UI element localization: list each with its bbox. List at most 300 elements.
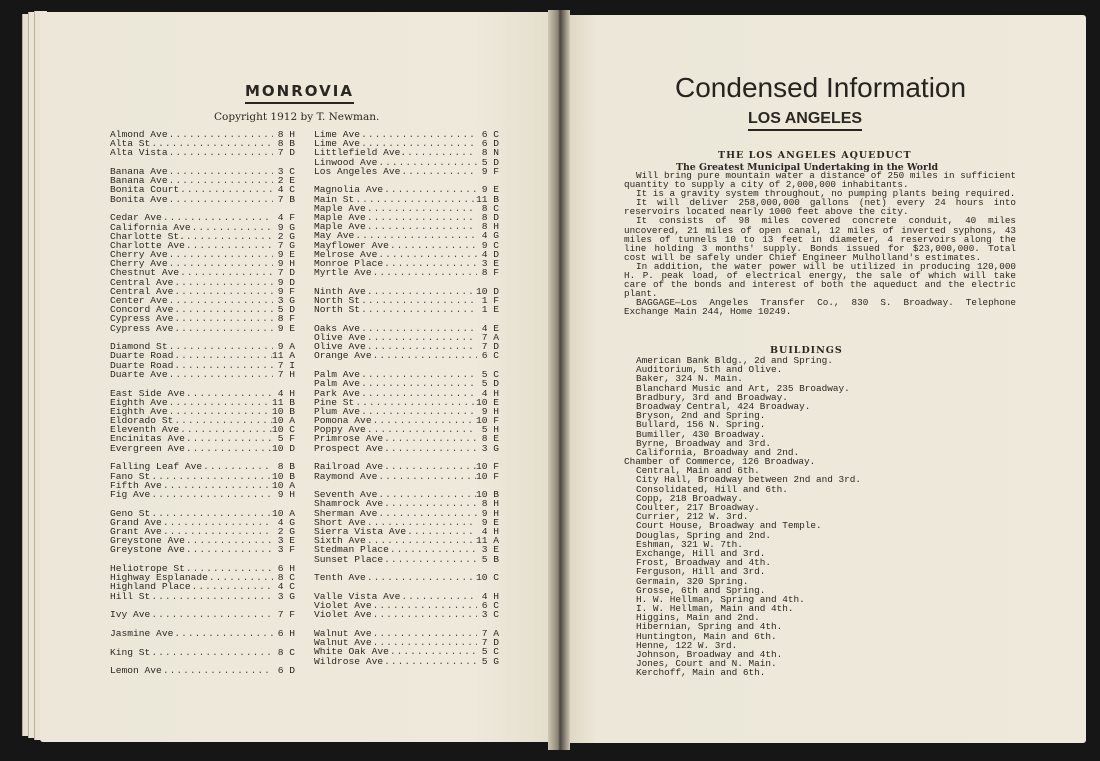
grid-reference: 11 B (475, 193, 499, 205)
building-entry: Bryson, 2nd and Spring. (636, 410, 766, 422)
leader-dots (173, 314, 273, 323)
building-entry: Hibernian, Spring and 4th. (636, 621, 783, 633)
grid-reference: 5 B (481, 553, 499, 565)
grid-reference: 9 G (277, 221, 295, 233)
building-entry: I. W. Hellman, Main and 4th. (636, 603, 794, 615)
paragraph: In addition, the water power will be utilized in producing 120,000 H. P. peak load, of electrical energy, the sale of which will take care of the bonds and interest of both the aqueduct and the electric plant. (624, 260, 1016, 300)
street-entry (314, 167, 499, 176)
grid-reference: 4 F (277, 212, 295, 224)
street-name: Orange Ave (314, 350, 372, 362)
building-entry: Central, Main and 6th. (636, 465, 760, 477)
grid-reference: 4 D (481, 248, 499, 260)
leader-dots (383, 462, 476, 471)
grid-reference: 7 D (481, 637, 499, 649)
street-name: Central Ave (110, 276, 174, 288)
leader-dots (360, 389, 477, 398)
leader-dots (406, 148, 477, 157)
street-entry (110, 324, 295, 333)
grid-reference: 10 B (271, 470, 295, 482)
grid-reference: 5 C (481, 646, 499, 658)
grid-reference: 10 E (475, 396, 499, 408)
leader-dots (173, 305, 273, 314)
grid-reference: 3 G (277, 295, 295, 306)
street-name: Cypress Ave (110, 322, 174, 334)
street-name: Hill St (110, 590, 151, 602)
grid-reference: 8 F (481, 267, 499, 279)
city-heading: LOS ANGELES (748, 110, 862, 131)
grid-reference: 4 G (277, 516, 295, 528)
grid-reference: 11 A (271, 350, 295, 362)
building-entry: City Hall, Broadway between 2nd and 3rd. (636, 474, 862, 486)
street-name: Lime Ave (314, 129, 361, 140)
building-entry: Baker, 324 N. Main. (636, 373, 743, 385)
street-name: Fano St (110, 470, 151, 482)
building-entry: Huntington, Main and 6th. (636, 630, 777, 642)
grid-reference: 11 B (271, 396, 295, 408)
street-entry (110, 545, 295, 554)
grid-reference: 4 H (481, 525, 499, 537)
grid-reference: 2 G (277, 525, 295, 537)
leader-dots (377, 472, 476, 481)
leader-dots (162, 518, 273, 527)
grid-reference: 9 H (277, 488, 295, 500)
grid-reference: 9 C (481, 239, 499, 251)
street-entry (314, 268, 499, 277)
street-entry (314, 305, 499, 314)
street-name: Diamond St (110, 341, 168, 353)
street-name: Pine St (314, 396, 355, 408)
grid-reference: 9 E (277, 322, 295, 334)
street-name: Encinitas Ave (110, 433, 185, 445)
leader-dots (366, 213, 477, 222)
street-name: Almond Ave (110, 129, 168, 140)
leader-dots (162, 666, 273, 675)
grid-reference: 10 A (271, 415, 295, 427)
grid-reference: 6 C (481, 129, 499, 140)
grid-reference: 4 H (277, 387, 295, 399)
grid-reference: 10 F (475, 470, 499, 482)
grid-reference: 3 E (277, 535, 295, 547)
street-name: Maple Ave (314, 202, 366, 214)
grid-reference: 8 N (481, 147, 499, 159)
building-entry: Grosse, 6th and Spring. (636, 584, 766, 596)
leader-dots (168, 250, 273, 259)
grid-reference: 10 F (475, 461, 499, 473)
street-name: Sherman Ave (314, 507, 378, 519)
leader-dots (372, 351, 477, 360)
leader-dots (185, 241, 273, 250)
grid-reference: 8 E (481, 433, 499, 445)
street-name: Falling Leaf Ave (110, 461, 203, 473)
street-name: Eleventh Ave (110, 424, 180, 436)
street-entry (110, 648, 295, 657)
street-name: Pomona Ave (314, 415, 372, 427)
grid-reference: 8 H (481, 221, 499, 233)
leader-dots (168, 370, 273, 379)
leader-dots (168, 398, 272, 407)
leader-dots (168, 130, 273, 139)
street-name: Center Ave (110, 295, 168, 306)
grid-reference: 8 C (277, 646, 295, 658)
grid-reference: 9 H (481, 507, 499, 519)
grid-reference: 5 D (277, 304, 295, 316)
building-entry: Bullard, 156 N. Spring. (636, 419, 766, 431)
leader-dots (372, 416, 476, 425)
leader-dots (360, 370, 477, 379)
street-entry (110, 610, 295, 619)
grid-reference: 4 G (481, 230, 499, 242)
grid-reference: 3 E (481, 257, 499, 269)
leader-dots (360, 130, 477, 139)
leader-dots (372, 610, 477, 619)
building-entry: Jones, Court and N. Main. (636, 658, 777, 670)
leader-dots (173, 361, 273, 370)
grid-reference: 10 C (271, 424, 295, 436)
grid-reference: 1 F (481, 295, 499, 306)
leader-dots (173, 287, 273, 296)
street-name: North St (314, 304, 361, 316)
street-name: Plum Ave (314, 405, 361, 417)
leader-dots (168, 195, 273, 204)
street-name: Eighth Ave (110, 396, 168, 408)
grid-reference: 1 E (481, 304, 499, 316)
grid-reference: 9 D (277, 276, 295, 288)
street-name: Cherry Ave (110, 258, 168, 270)
street-name: Los Angeles Ave (314, 165, 401, 177)
street-entry (110, 666, 295, 675)
leader-dots (150, 509, 272, 518)
building-entry: Blanchard Music and Art, 235 Broadway. (636, 382, 850, 394)
street-name: May Ave (314, 230, 355, 242)
building-entry: Coulter, 217 Broadway. (636, 502, 760, 513)
leader-dots (366, 204, 477, 213)
street-entry (110, 370, 295, 379)
paragraph: It is a gravity system throughout, no pumping plants being required. (636, 188, 1016, 200)
leader-dots (372, 268, 477, 277)
grid-reference: 2 E (277, 175, 295, 187)
leader-dots (150, 490, 273, 499)
grid-reference: 8 D (481, 212, 499, 223)
grid-reference: 6 D (277, 665, 295, 677)
grid-reference: 5 D (481, 156, 499, 168)
paragraph: BAGGAGE—Los Angeles Transfer Co., 830 S. Broadway. Telephone Exchange Main 244, Home 10249. (624, 297, 1016, 318)
leader-dots (150, 648, 273, 657)
grid-reference: 4 C (277, 581, 295, 593)
building-entry: Bradbury, 3rd and Broadway. (636, 391, 788, 403)
street-name: Monroe Place (314, 257, 384, 269)
building-entry: Ferguson, Hill and 3rd. (636, 566, 766, 578)
street-name: Banana Ave (110, 166, 168, 178)
grid-reference: 3 C (277, 166, 295, 178)
grid-reference: 8 B (277, 138, 295, 150)
grid-reference: 10 C (475, 572, 499, 584)
street-entry (314, 444, 499, 453)
grid-reference: 9 E (481, 184, 499, 196)
leader-dots (191, 223, 273, 232)
grid-reference: 10 A (271, 507, 295, 519)
paragraph: It will deliver 258,000,000 gallons (net) every 24 hours into reservoirs located nearly 1000 feet above the city. (624, 197, 1016, 218)
leader-dots (383, 499, 477, 508)
aqueduct-subheading: The Greatest Municipal Undertaking in the World (676, 162, 939, 173)
leader-dots (377, 509, 477, 518)
grid-reference: 3 C (481, 609, 499, 621)
grid-reference: 6 H (277, 627, 295, 639)
leader-dots (162, 481, 272, 490)
street-name: Short Ave (314, 516, 366, 528)
section-title: Condensed Information (675, 72, 967, 103)
building-entry: California, Broadway and 2nd. (636, 446, 800, 458)
leader-dots (383, 657, 477, 666)
leader-dots (360, 379, 477, 388)
aqueduct-text (624, 171, 1016, 317)
grid-reference: 5 D (481, 378, 499, 390)
street-name: Concord Ave (110, 304, 174, 316)
grid-reference: 7 B (277, 193, 295, 205)
leader-dots (383, 185, 477, 194)
street-name: Oaks Ave (314, 322, 361, 334)
leader-dots (168, 167, 273, 176)
leader-dots (366, 222, 477, 231)
street-name: Park Ave (314, 387, 361, 399)
street-name: Mayflower Ave (314, 239, 389, 251)
leader-dots (179, 185, 273, 194)
grid-reference: 8 C (277, 572, 295, 584)
grid-reference: 4 E (481, 322, 499, 334)
leader-dots (173, 351, 272, 360)
street-name: Ninth Ave (314, 285, 366, 297)
street-index-column-1 (110, 130, 295, 676)
building-entry: Copp, 218 Broadway. (636, 492, 743, 504)
leader-dots (191, 582, 273, 591)
leader-dots (360, 305, 477, 314)
grid-reference: 9 E (481, 516, 499, 528)
grid-reference: 8 B (277, 461, 295, 473)
grid-reference: 9 H (277, 258, 295, 270)
leader-dots (185, 536, 273, 545)
leader-dots (406, 527, 477, 536)
leader-dots (366, 342, 477, 351)
building-entry: H. W. Hellman, Spring and 4th. (636, 593, 805, 605)
street-name: Fifth Ave (110, 479, 162, 491)
grid-reference: 11 A (475, 535, 499, 547)
street-name: Palm Ave (314, 369, 361, 381)
grid-reference: 9 F (277, 285, 295, 297)
paragraph: It consists of 98 miles covered concrete conduit, 40 miles uncovered, 21 miles of open canal, 12 miles of inverted syphons, 43 miles of tunnels 10 to 13 feet in diameter, 4 reservoirs along the line holding 3 months' supply. Bonds issued for $23,000,000. Total cost will be safely under Chief Engineer Mulholland's estimates. (624, 215, 1016, 263)
street-name: Highway Esplanade (110, 572, 208, 584)
street-name: Tenth Ave (314, 572, 366, 584)
street-entry (314, 555, 499, 564)
street-entry (110, 444, 295, 453)
leader-dots (383, 555, 477, 564)
grid-reference: 3 G (277, 590, 295, 602)
building-entry: Exchange, Hill and 3rd. (636, 547, 766, 559)
street-name: Highland Place (110, 581, 191, 593)
street-name: Olive Ave (314, 332, 366, 344)
leader-dots (185, 545, 273, 554)
buildings-list (624, 356, 1016, 678)
building-entry: Higgins, Main and 2nd. (636, 612, 760, 624)
leader-dots (168, 296, 273, 305)
street-entry (314, 610, 499, 619)
leader-dots (150, 610, 273, 619)
building-entry: Germain, 320 Spring. (636, 575, 749, 587)
grid-reference: 9 F (481, 165, 499, 177)
grid-reference: 8 F (277, 313, 295, 325)
street-name: Ivy Ave (110, 609, 151, 621)
building-entry: Consolidated, Hill and 6th. (636, 483, 788, 495)
grid-reference: 9 H (481, 405, 499, 417)
street-name: Banana Ave (110, 175, 168, 187)
grid-reference: 7 H (277, 368, 295, 380)
building-entry: Kerchoff, Main and 6th. (636, 667, 766, 679)
paragraph: Will bring pure mountain water a distance of 250 miles in sufficient quantity to supply a city of 2,000,000 inhabitants. (624, 170, 1016, 191)
leader-dots (366, 333, 477, 342)
grid-reference: 4 H (481, 387, 499, 399)
street-name: Violet Ave (314, 609, 372, 621)
leader-dots (377, 490, 476, 499)
leader-dots (202, 462, 273, 471)
leader-dots (150, 139, 273, 148)
street-name: Evergreen Ave (110, 442, 185, 454)
grid-reference: 7 D (277, 147, 295, 159)
grid-reference: 10 D (271, 442, 295, 454)
street-name: California Ave (110, 221, 191, 233)
leader-dots (185, 434, 273, 443)
grid-reference: 7 A (481, 627, 499, 639)
street-name: Fig Ave (110, 488, 151, 500)
street-name: Eighth Ave (110, 405, 168, 417)
grid-reference: 7 D (277, 267, 295, 279)
leader-dots (208, 573, 273, 582)
street-name: Melrose Ave (314, 248, 378, 260)
street-name: Lime Ave (314, 138, 361, 150)
street-name: Jasmine Ave (110, 627, 174, 639)
street-name: Olive Ave (314, 341, 366, 353)
street-name: Myrtle Ave (314, 267, 372, 279)
leader-dots (185, 389, 273, 398)
building-entry: Douglas, Spring and 2nd. (636, 529, 772, 541)
building-entry: Byrne, Broadway and 3rd. (636, 437, 772, 449)
grid-reference: 7 G (277, 239, 295, 251)
grid-reference: 5 C (481, 369, 499, 381)
grid-reference: 3 E (481, 544, 499, 556)
street-name: Railroad Ave (314, 461, 384, 473)
grid-reference: 6 H (277, 563, 295, 574)
leader-dots (150, 472, 272, 481)
street-name: Main St (314, 193, 355, 205)
building-entry: Frost, Broadway and 4th. (636, 557, 772, 569)
street-name: Eldorado St (110, 415, 174, 427)
street-name: Wildrose Ave (314, 655, 384, 667)
leader-dots (185, 232, 273, 241)
street-name: Lemon Ave (110, 665, 162, 677)
buildings-heading: BUILDINGS (770, 345, 843, 356)
grid-reference: 4 H (481, 590, 499, 602)
street-entry (314, 472, 499, 481)
street-name: Duarte Road (110, 359, 174, 371)
street-name: Charlotte St. (110, 230, 185, 242)
leader-dots (389, 647, 477, 656)
street-name: Violet Ave (314, 600, 372, 612)
street-name: Heliotrope St (110, 563, 185, 574)
street-name: Alta St (110, 138, 151, 150)
street-entry (314, 657, 499, 666)
building-entry: American Bank Bldg., 2d and Spring. (636, 355, 833, 366)
leader-dots (168, 259, 273, 268)
leader-dots (179, 425, 272, 434)
leader-dots (400, 167, 477, 176)
street-name: East Side Ave (110, 387, 185, 399)
grid-reference: 2 G (277, 230, 295, 242)
street-name: Valle Vista Ave (314, 590, 401, 602)
grid-reference: 4 C (277, 184, 295, 196)
leader-dots (360, 407, 477, 416)
street-name: Linwood Ave (314, 156, 378, 168)
grid-reference: 3 G (481, 442, 499, 454)
grid-reference: 10 B (475, 489, 499, 501)
leader-dots (400, 592, 477, 601)
grid-reference: 8 H (277, 129, 295, 140)
building-entry: Currier, 212 W. 3rd. (636, 511, 749, 523)
grid-reference: 7 D (481, 341, 499, 353)
street-name: Seventh Ave (314, 489, 378, 501)
grid-reference: 8 H (481, 498, 499, 510)
street-name: Magnolia Ave (314, 184, 384, 196)
street-name: Charlotte Ave (110, 239, 185, 251)
leader-dots (383, 434, 477, 443)
street-name: Duarte Road (110, 350, 174, 362)
street-name: White Oak Ave (314, 646, 389, 658)
street-name: Walnut Ave (314, 627, 372, 639)
street-name: Shamrock Ave (314, 498, 384, 510)
street-name: Geno St (110, 507, 151, 519)
leader-dots (173, 629, 273, 638)
grid-reference: 9 A (277, 341, 295, 353)
street-name: King St (110, 646, 151, 658)
building-entry: Court House, Broadway and Temple. (636, 520, 822, 532)
grid-reference: 5 F (277, 433, 295, 445)
leader-dots (389, 241, 477, 250)
street-name: Sixth Ave (314, 535, 366, 547)
building-entry: Johnson, Broadway and 4th. (636, 649, 783, 660)
grid-reference: 7 F (277, 609, 295, 621)
leader-dots (366, 287, 476, 296)
leader-dots (354, 195, 476, 204)
aqueduct-heading: THE LOS ANGELES AQUEDUCT (718, 150, 912, 161)
leader-dots (360, 296, 477, 305)
leader-dots (372, 629, 477, 638)
street-name: Grant Ave (110, 525, 162, 537)
street-entry (110, 148, 295, 157)
street-name: Central Ave (110, 285, 174, 297)
street-name: Cypress Ave (110, 313, 174, 325)
leader-dots (354, 398, 476, 407)
building-entry: Broadway Central, 424 Broadway. (636, 400, 811, 412)
grid-reference: 10 D (475, 285, 499, 297)
street-name: Raymond Ave (314, 470, 378, 482)
leader-dots (168, 148, 273, 157)
street-name: Palm Ave (314, 378, 361, 390)
street-entry (110, 629, 295, 638)
building-entry: Chamber of Commerce, 126 Broadway. (624, 456, 816, 468)
street-name: Greystone Ave (110, 535, 185, 547)
leader-dots (377, 250, 477, 259)
street-name: Poppy Ave (314, 424, 366, 436)
copyright-line: Copyright 1912 by T. Newman. (214, 111, 380, 123)
street-name: Stedman Place (314, 544, 389, 556)
street-name: Sierra Vista Ave (314, 525, 407, 537)
grid-reference: 6 C (481, 350, 499, 362)
